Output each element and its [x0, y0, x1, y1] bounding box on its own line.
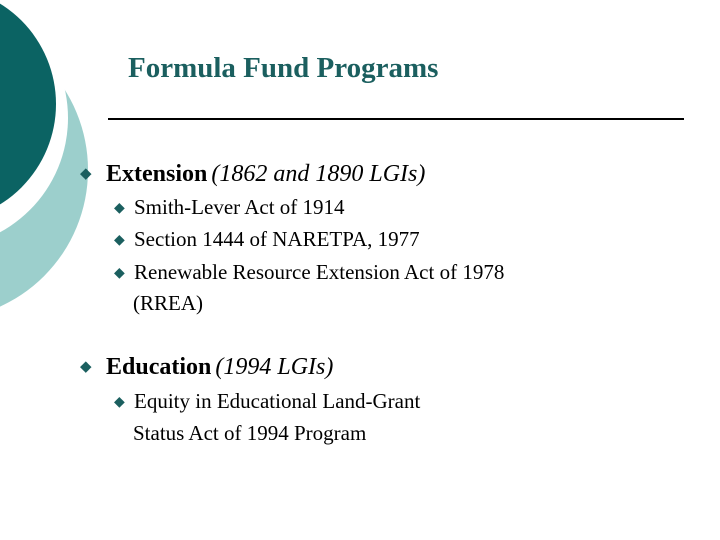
- bullet-label: Education: [106, 354, 212, 380]
- sub-bullet-smith-lever: [114, 191, 345, 225]
- bullet-note: (1994 LGIs): [215, 354, 334, 380]
- sub-bullet-text: Smith-Lever Act of 1914: [134, 195, 345, 219]
- bullet-note: (1862 and 1890 LGIs): [211, 161, 426, 187]
- bullet-education: [80, 353, 333, 381]
- sub-bullet-text: Equity in Educational Land-Grant: [134, 389, 421, 413]
- diamond-bullet-icon: ◆: [80, 166, 92, 182]
- diamond-bullet-icon: ◆: [80, 359, 92, 375]
- sub-bullet-continuation: Status Act of 1994 Program: [133, 421, 367, 445]
- sub-bullet-section-1444: [114, 223, 420, 257]
- sub-bullet-text: Section 1444 of NARETPA, 1977: [134, 227, 420, 251]
- diamond-bullet-icon: ◆: [114, 201, 125, 216]
- page-title: Formula Fund Programs: [128, 52, 439, 84]
- diamond-bullet-icon: ◆: [114, 233, 125, 248]
- diamond-bullet-icon: ◆: [114, 395, 125, 410]
- sub-bullet-equity: [114, 385, 420, 419]
- bullet-label: Extension: [106, 161, 208, 187]
- sub-bullet-continuation: (RREA): [133, 291, 203, 315]
- bullet-extension: [80, 160, 425, 188]
- sub-bullet-text: Renewable Resource Extension Act of 1978: [134, 260, 505, 284]
- diamond-bullet-icon: ◆: [114, 266, 125, 281]
- sub-bullet-rrea: [114, 256, 504, 290]
- title-divider: [108, 118, 684, 120]
